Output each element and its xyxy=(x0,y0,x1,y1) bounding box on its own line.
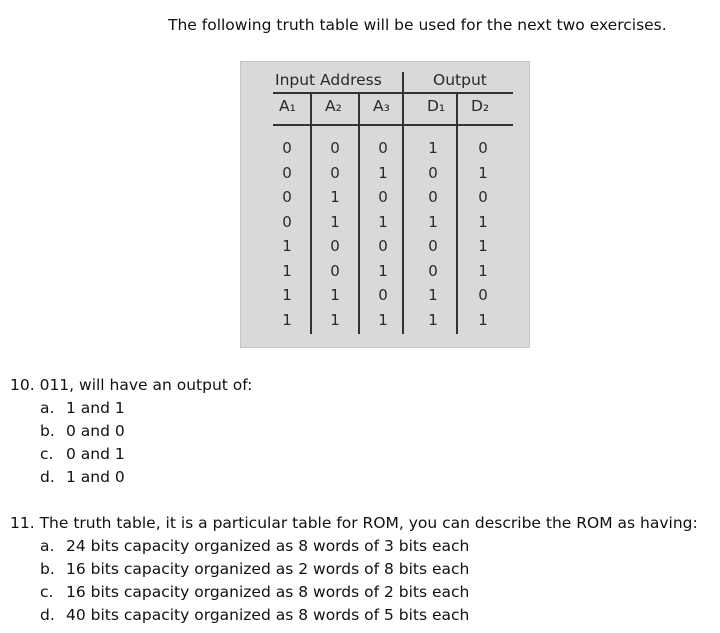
q10-option-d xyxy=(40,468,125,486)
col-header-a3: A₃ xyxy=(373,97,390,115)
table-cell: 0 xyxy=(428,188,438,206)
table-cell: 1 xyxy=(282,310,292,329)
table-cell: 0 xyxy=(282,163,292,182)
q11-option-d xyxy=(40,606,469,624)
table-cell: 0 xyxy=(330,237,340,255)
q11-option-b xyxy=(40,560,469,578)
q10-option-d-letter: d. xyxy=(40,468,55,486)
table-cell: 0 xyxy=(378,139,388,157)
table-cell: 1 xyxy=(428,139,438,157)
table-cell: 0 xyxy=(428,261,438,280)
col-header-d2: D₂ xyxy=(471,97,490,115)
table-cell: 0 xyxy=(378,188,388,206)
table-cell: 1 xyxy=(330,286,340,304)
q10-option-a-text: 1 and 1 xyxy=(66,399,125,417)
q11-stem: 11. The truth table, it is a particular table for ROM, you can describe the ROM as having: xyxy=(10,514,698,532)
truth-table-image xyxy=(240,61,530,348)
column-divider xyxy=(456,94,458,334)
table-cell: 1 xyxy=(282,237,292,255)
q11-option-c-text: 16 bits capacity organized as 8 words of 2 bits each xyxy=(66,583,470,601)
q11-option-c xyxy=(40,583,469,601)
table-cell: 0 xyxy=(428,163,438,182)
q11-option-a-text: 24 bits capacity organized as 8 words of 3 bits each xyxy=(66,537,470,555)
table-cell: 1 xyxy=(378,163,388,182)
table-cell: 0 xyxy=(478,188,488,206)
table-cell: 1 xyxy=(478,237,488,255)
q11-option-a xyxy=(40,537,469,555)
column-divider xyxy=(402,124,404,334)
table-cell: 1 xyxy=(428,286,438,304)
table-cell: 1 xyxy=(478,310,488,329)
q11-option-d-letter: d. xyxy=(40,606,55,624)
table-cell: 0 xyxy=(378,237,388,255)
q10-stem: 10. 011, will have an output of: xyxy=(10,376,253,394)
table-cell: 0 xyxy=(330,163,340,182)
table-cell: 1 xyxy=(428,212,438,231)
table-cell: 0 xyxy=(330,261,340,280)
table-cell: 1 xyxy=(378,261,388,280)
table-cell: 1 xyxy=(378,310,388,329)
table-cell: 1 xyxy=(478,212,488,231)
q10-option-c-letter: c. xyxy=(40,445,54,463)
q11-option-d-text: 40 bits capacity organized as 8 words of 5 bits each xyxy=(66,606,470,624)
table-cell: 1 xyxy=(478,261,488,280)
column-header-underline xyxy=(273,124,513,126)
input-address-header: Input Address xyxy=(275,71,382,89)
table-cell: 0 xyxy=(330,139,340,157)
q11-option-b-text: 16 bits capacity organized as 2 words of 8 bits each xyxy=(66,560,470,578)
table-cell: 1 xyxy=(378,212,388,231)
table-cell: 1 xyxy=(282,286,292,304)
header-underline xyxy=(273,92,513,94)
table-cell: 0 xyxy=(378,286,388,304)
q10-option-a-letter: a. xyxy=(40,399,55,417)
table-cell: 0 xyxy=(428,237,438,255)
column-divider xyxy=(358,94,360,334)
output-header: Output xyxy=(433,71,487,89)
table-cell: 0 xyxy=(282,212,292,231)
table-cell: 1 xyxy=(330,212,340,231)
q11-option-c-letter: c. xyxy=(40,583,54,601)
table-cell: 1 xyxy=(428,310,438,329)
col-header-a2: A₂ xyxy=(325,97,342,115)
table-cell: 1 xyxy=(330,188,340,206)
q10-option-d-text: 1 and 0 xyxy=(66,468,125,486)
input-output-divider xyxy=(402,72,404,127)
col-header-d1: D₁ xyxy=(427,97,446,115)
q10-option-b-letter: b. xyxy=(40,422,55,440)
q11-option-b-letter: b. xyxy=(40,560,55,578)
intro-text: The following truth table will be used for the next two exercises. xyxy=(168,16,667,34)
col-header-a1: A₁ xyxy=(279,97,296,115)
table-cell: 1 xyxy=(330,310,340,329)
q10-option-b-text: 0 and 0 xyxy=(66,422,125,440)
q11-option-a-letter: a. xyxy=(40,537,55,555)
q10-option-c xyxy=(40,445,125,463)
table-cell: 0 xyxy=(478,286,488,304)
table-cell: 1 xyxy=(282,261,292,280)
table-cell: 1 xyxy=(478,163,488,182)
table-cell: 0 xyxy=(282,139,292,157)
table-cell: 0 xyxy=(282,188,292,206)
column-divider xyxy=(310,94,312,334)
q10-option-c-text: 0 and 1 xyxy=(66,445,125,463)
q10-option-b xyxy=(40,422,125,440)
q10-option-a xyxy=(40,399,125,417)
table-cell: 0 xyxy=(478,139,488,157)
